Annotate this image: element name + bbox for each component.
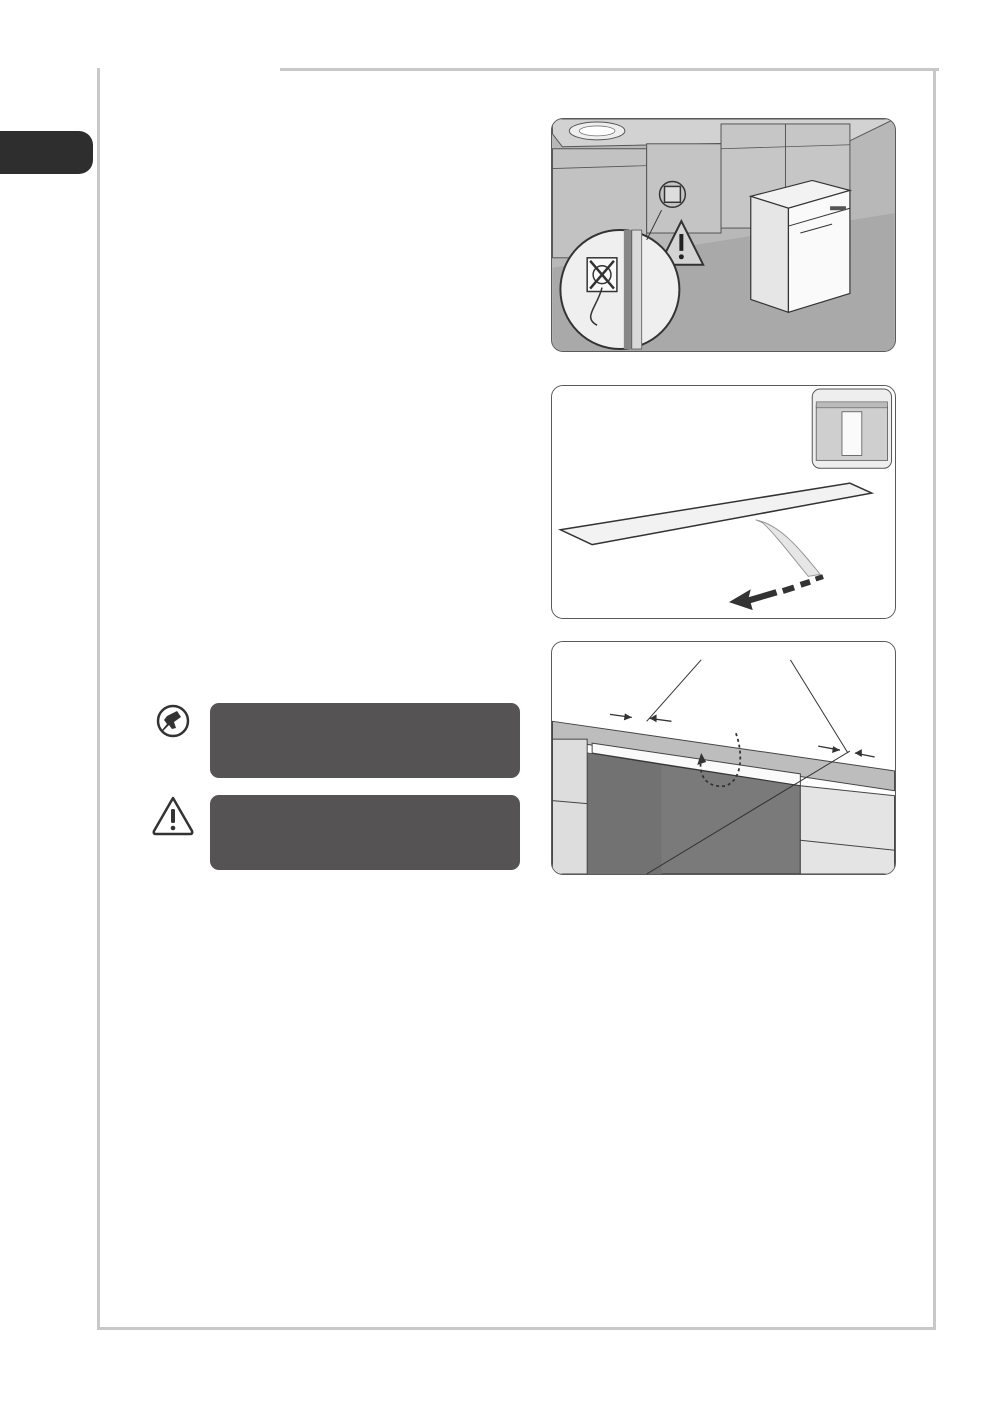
pushpin-icon bbox=[150, 703, 196, 749]
figure-protective-strip bbox=[551, 385, 896, 619]
note-text bbox=[210, 703, 520, 727]
warning-text bbox=[210, 795, 520, 819]
kitchen-socket-illustration bbox=[552, 119, 895, 351]
strip-illustration bbox=[552, 386, 895, 618]
language-tab bbox=[0, 131, 93, 174]
note-box bbox=[210, 703, 520, 778]
warning-box bbox=[210, 795, 520, 870]
fitting-illustration bbox=[552, 642, 895, 874]
figure-fitting-gap bbox=[551, 641, 896, 875]
page-frame-corner bbox=[97, 68, 100, 71]
warning-triangle-icon bbox=[150, 794, 196, 840]
page-frame-top-rule bbox=[280, 68, 939, 71]
figure-socket-warning bbox=[551, 118, 896, 352]
